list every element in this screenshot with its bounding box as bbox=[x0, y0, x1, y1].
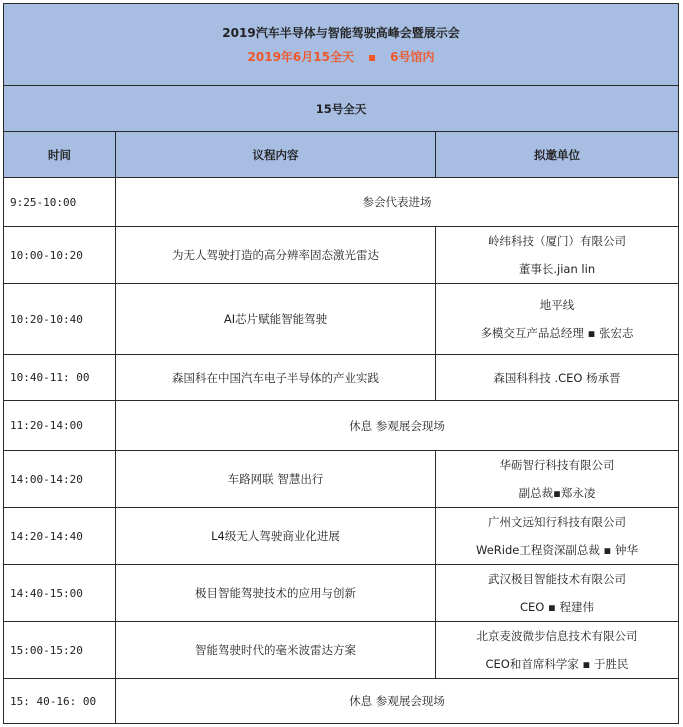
org-name: 森国科科技 .CEO 杨承晋 bbox=[493, 370, 621, 385]
table-row bbox=[4, 227, 679, 284]
title-row bbox=[4, 4, 679, 86]
org-name: 华砺智行科技有限公司 bbox=[499, 458, 615, 472]
event-title: 2019汽车半导体与智能驾驶高峰会暨展示会 bbox=[222, 26, 460, 40]
session-time: 9:25-10:00 bbox=[4, 178, 116, 227]
session-time: 15:00-15:20 bbox=[4, 622, 116, 679]
session-time: 10:20-10:40 bbox=[4, 284, 116, 355]
event-date: 2019年6月15全天 bbox=[247, 50, 354, 64]
session-topic: 车路网联 智慧出行 bbox=[116, 451, 436, 508]
session-time: 11:20-14:00 bbox=[4, 401, 116, 451]
agenda-table bbox=[3, 3, 679, 724]
session-topic: 极目智能驾驶技术的应用与创新 bbox=[116, 565, 436, 622]
session-org bbox=[436, 227, 679, 284]
day-row bbox=[4, 86, 679, 132]
bullet-icon: ▪ bbox=[367, 50, 377, 64]
session-topic: 参会代表进场 bbox=[116, 178, 679, 227]
org-speaker: 董事长.jian lin bbox=[518, 262, 596, 276]
org-name: 广州文远知行科技有限公司 bbox=[488, 515, 626, 529]
session-org bbox=[436, 565, 679, 622]
session-topic: 森国科在中国汽车电子半导体的产业实践 bbox=[116, 355, 436, 401]
org-name: 地平线 bbox=[539, 298, 575, 312]
table-row bbox=[4, 622, 679, 679]
org-name: 岭纬科技（厦门）有限公司 bbox=[488, 234, 626, 248]
session-topic: 休息 参观展会现场 bbox=[116, 401, 679, 451]
session-org bbox=[436, 622, 679, 679]
title-cell bbox=[4, 4, 679, 86]
org-speaker: CEO ▪ 程建伟 bbox=[520, 600, 594, 614]
org-speaker: 副总裁▪郑永凌 bbox=[518, 486, 596, 500]
table-row bbox=[4, 284, 679, 355]
session-org bbox=[436, 284, 679, 355]
column-header-topic: 议程内容 bbox=[116, 132, 436, 178]
table-row bbox=[4, 178, 679, 227]
column-header-row bbox=[4, 132, 679, 178]
table-row bbox=[4, 565, 679, 622]
session-time: 14:00-14:20 bbox=[4, 451, 116, 508]
session-topic: 休息 参观展会现场 bbox=[116, 679, 679, 724]
event-subtitle bbox=[4, 48, 678, 65]
table-row bbox=[4, 401, 679, 451]
session-topic: 为无人驾驶打造的高分辨率固态激光雷达 bbox=[116, 227, 436, 284]
session-time: 10:40-11: 00 bbox=[4, 355, 116, 401]
org-speaker: 多模交互产品总经理 ▪ 张宏志 bbox=[480, 326, 634, 340]
session-topic: AI芯片赋能智能驾驶 bbox=[116, 284, 436, 355]
org-name: 北京麦波微步信息技术有限公司 bbox=[476, 629, 638, 643]
column-header-org: 拟邀单位 bbox=[436, 132, 679, 178]
table-row bbox=[4, 451, 679, 508]
day-label: 15号全天 bbox=[4, 86, 679, 132]
session-org bbox=[436, 355, 679, 401]
session-org bbox=[436, 508, 679, 565]
org-name: 武汉极目智能技术有限公司 bbox=[488, 572, 626, 586]
session-topic: 智能驾驶时代的毫米波雷达方案 bbox=[116, 622, 436, 679]
session-time: 10:00-10:20 bbox=[4, 227, 116, 284]
session-time: 14:20-14:40 bbox=[4, 508, 116, 565]
session-topic: L4级无人驾驶商业化进展 bbox=[116, 508, 436, 565]
session-time: 15: 40-16: 00 bbox=[4, 679, 116, 724]
org-speaker: WeRide工程资深副总裁 ▪ 钟华 bbox=[476, 543, 638, 557]
event-hall: 6号馆内 bbox=[390, 50, 435, 64]
session-org bbox=[436, 451, 679, 508]
table-row bbox=[4, 679, 679, 724]
org-speaker: CEO和首席科学家 ▪ 于胜民 bbox=[485, 657, 629, 671]
column-header-time: 时间 bbox=[4, 132, 116, 178]
table-row bbox=[4, 508, 679, 565]
table-row bbox=[4, 355, 679, 401]
session-time: 14:40-15:00 bbox=[4, 565, 116, 622]
